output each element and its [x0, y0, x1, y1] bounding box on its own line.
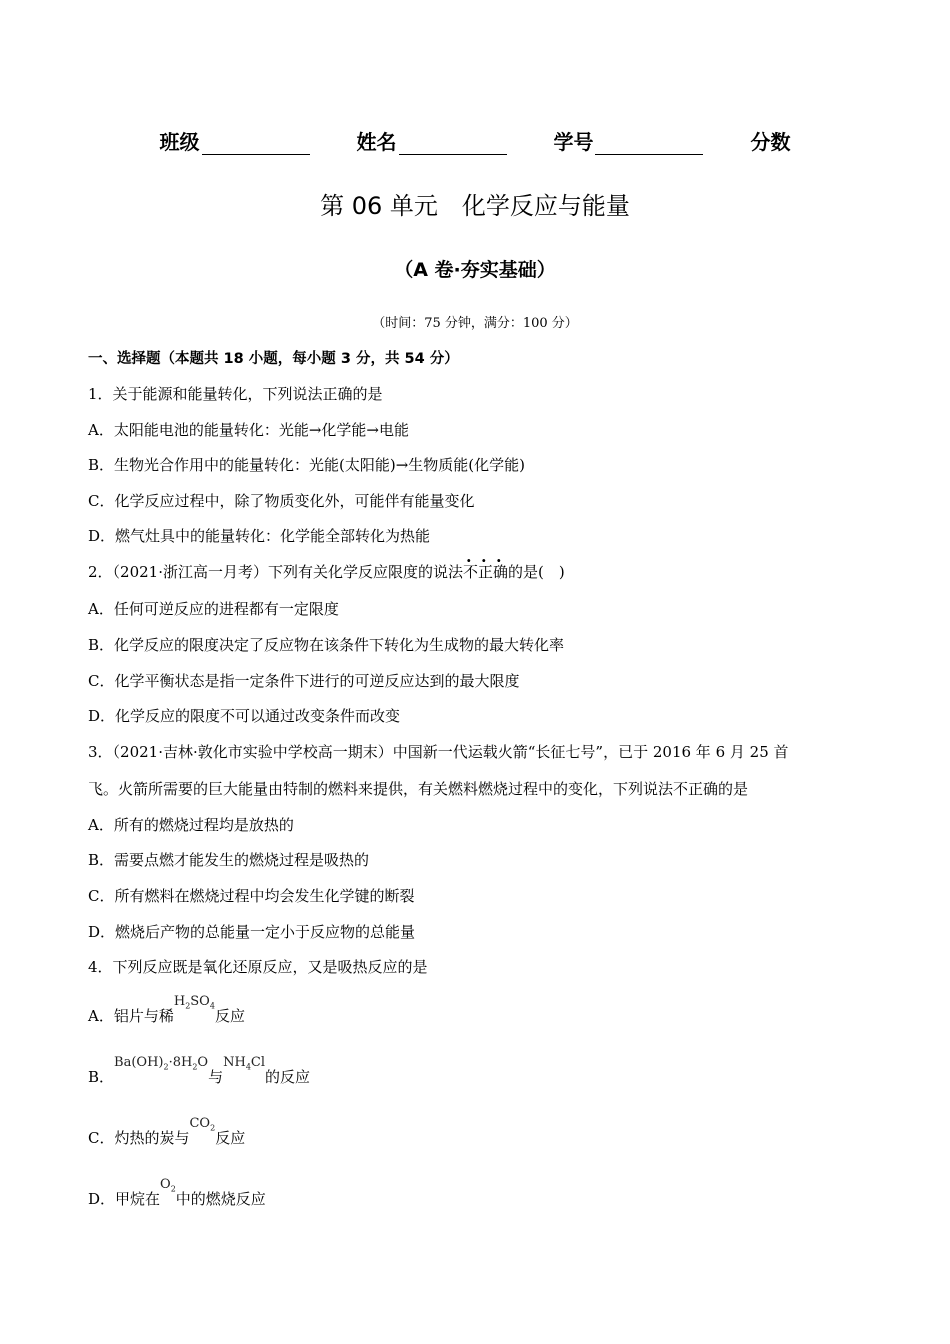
- q4-c-text: C．灼热的炭与: [88, 1129, 190, 1147]
- h2so4-formula: [174, 994, 215, 1011]
- q3-stem-line2: 飞。火箭所需要的巨大能量由特制的燃料来提供，有关燃料燃烧过程中的变化，下列说法不正确的是: [88, 780, 749, 798]
- q4-a-text: A．铝片与稀: [88, 1007, 174, 1025]
- q2-stem-pre: 2．（2021·浙江高一月考）下列有关化学反应限度的说法: [88, 563, 463, 581]
- id-blank: [595, 136, 703, 155]
- name-blank: [399, 136, 507, 155]
- page-subtitle: （A 卷·夯实基础）: [394, 259, 556, 281]
- q4-option-c: [88, 1116, 246, 1149]
- formula-part: (OH): [131, 1055, 164, 1070]
- q4-stem: 4．下列反应既是氧化还原反应，又是吸热反应的是: [88, 958, 428, 976]
- q2-stem: [88, 561, 565, 582]
- q2-stem-post: 的是( ): [508, 563, 565, 581]
- q4-b-text: B．: [88, 1068, 115, 1086]
- formula-subscript: 4: [209, 1001, 215, 1011]
- student-info-header: [0, 126, 950, 155]
- q1-option-b: B．生物光合作用中的能量转化：光能(太阳能)→生物质能(化学能): [88, 456, 526, 474]
- baoh2-formula: [114, 1055, 208, 1072]
- class-blank: [202, 136, 310, 155]
- formula-subscript: 2: [185, 1001, 191, 1011]
- q2-option-c: C．化学平衡状态是指一定条件下进行的可逆反应达到的最大限度: [88, 672, 520, 690]
- q1-option-a: A．太阳能电池的能量转化：光能→化学能→电能: [88, 421, 409, 439]
- formula-part: ·8H: [168, 1055, 193, 1070]
- q1-stem: 1．关于能源和能量转化，下列说法正确的是: [88, 385, 383, 403]
- formula-part: Cl: [250, 1055, 266, 1070]
- page-title: 第 06 单元 化学反应与能量: [320, 192, 630, 220]
- q4-option-a: [88, 994, 245, 1027]
- q3-option-d: D．燃烧后产物的总能量一定小于反应物的总能量: [88, 923, 416, 941]
- q2-emphasis-char: 确: [493, 563, 509, 581]
- q2-emphasis-char: 正: [478, 563, 494, 581]
- q4-option-b: [88, 1055, 311, 1088]
- q3-option-c: C．所有燃料在燃烧过程中均会发生化学键的断裂: [88, 887, 415, 905]
- q3-option-b: B．需要点燃才能发生的燃烧过程是吸热的: [88, 851, 370, 869]
- q2-option-b: B．化学反应的限度决定了反应物在该条件下转化为生成物的最大转化率: [88, 636, 565, 654]
- formula-part: O: [197, 1055, 209, 1070]
- formula-part: SO: [190, 994, 210, 1009]
- section-title: 一、选择题（本题共 18 小题，每小题 3 分，共 54 分）: [88, 351, 459, 367]
- name-label: 姓名: [356, 130, 397, 154]
- q2-option-d: D．化学反应的限度不可以通过改变条件而改变: [88, 707, 401, 725]
- formula-part: NH: [223, 1055, 246, 1070]
- co2-formula: [189, 1116, 215, 1133]
- class-field: [160, 126, 310, 155]
- q4-d-text: D．甲烷在: [88, 1190, 161, 1208]
- formula-part: Ba: [114, 1055, 132, 1070]
- formula-part: O: [160, 1177, 171, 1192]
- id-field: [553, 126, 703, 155]
- q1-option-d: D．燃气灶具中的能量转化：化学能全部转化为热能: [88, 527, 431, 545]
- q4-option-d: [88, 1177, 266, 1210]
- q3-stem-line1: 3．（2021·吉林·敦化市实验中学校高一期末）中国新一代运载火箭“长征七号”，已于 2016 年 6 月 25 首: [88, 743, 789, 761]
- formula-subscript: 4: [245, 1062, 251, 1072]
- formula-subscript: 2: [192, 1062, 198, 1072]
- q1-option-c: C．化学反应过程中，除了物质变化外，可能伴有能量变化: [88, 492, 475, 510]
- q4-b-text-mid: 与: [208, 1068, 224, 1086]
- q2-emphasis-char: 不: [463, 563, 479, 581]
- score-label: 分数: [750, 130, 791, 154]
- nh4cl-formula: [223, 1055, 265, 1072]
- q4-c-text-post: 反应: [215, 1129, 246, 1147]
- class-label: 班级: [159, 130, 200, 154]
- id-label: 学号: [553, 130, 594, 154]
- time-note: （时间：75 分钟，满分：100 分）: [372, 316, 578, 331]
- q2-option-a: A．任何可逆反应的进程都有一定限度: [88, 600, 339, 618]
- q4-a-text-post: 反应: [214, 1007, 245, 1025]
- q4-b-text-post: 的反应: [265, 1068, 311, 1086]
- q3-option-a: A．所有的燃烧过程均是放热的: [88, 816, 294, 834]
- score-field: [750, 126, 790, 155]
- q4-d-text-post: 中的燃烧反应: [175, 1190, 266, 1208]
- formula-part: H: [173, 994, 186, 1009]
- name-field: [357, 126, 507, 155]
- o2-formula: [160, 1177, 176, 1194]
- formula-subscript: 2: [210, 1123, 216, 1133]
- formula-subscript: 2: [170, 1184, 176, 1194]
- formula-part: CO: [189, 1116, 211, 1131]
- formula-subscript: 2: [163, 1062, 169, 1072]
